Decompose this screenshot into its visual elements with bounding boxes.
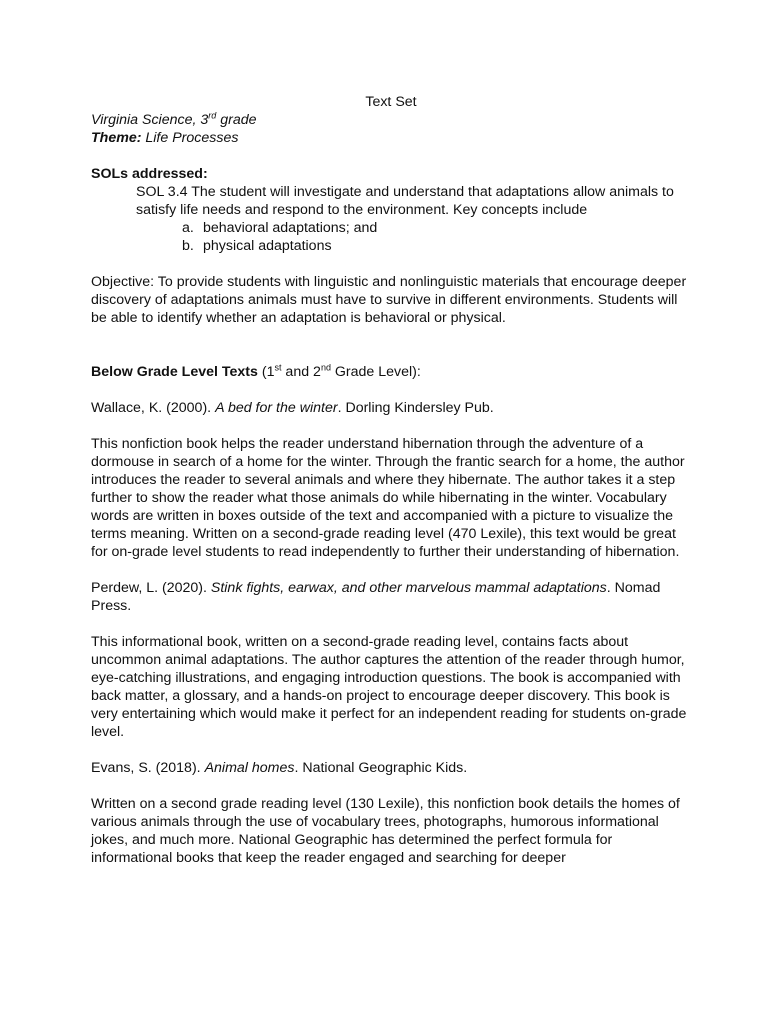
document-body xyxy=(91,93,691,867)
sols-heading: SOLs addressed: xyxy=(91,166,208,182)
theme-value: Life Processes xyxy=(141,130,239,146)
citation-evans: Evans, S. (2018). Animal homes. National Geographic Kids. xyxy=(91,760,468,776)
citation-wallace: Wallace, K. (2000). A bed for the winter. Dorling Kindersley Pub. xyxy=(91,400,494,416)
citation-perdew: Perdew, L. (2020). Stink fights, earwax, and other marvelous mammal adaptations. Nomad Press. xyxy=(91,580,661,614)
list-item: b. physical adaptations xyxy=(182,238,332,254)
theme-label: Theme: xyxy=(91,130,142,146)
document-title: Text Set xyxy=(365,94,417,110)
objective-paragraph: Objective: To provide students with linguistic and nonlinguistic materials that encourage deeper discovery of adaptations animals must have to survive in different environments. Students will be able to identify whether an adaptation is behavioral or physical. xyxy=(91,274,687,326)
list-item: a. behavioral adaptations; and xyxy=(182,220,378,236)
subject-grade-line: Virginia Science, 3rd grade xyxy=(91,110,257,128)
theme-line xyxy=(91,129,691,147)
summary-evans: Written on a second grade reading level (130 Lexile), this nonfiction book details the homes of various animals through the use of vocabulary trees, photographs, humorous informational jokes, and much more. National Geographic has determined the perfect formula for informational books that keep the reader engaged and searching for deeper xyxy=(91,796,680,866)
sol-description: SOL 3.4 The student will investigate and understand that adaptations allow animals to satisfy life needs and respond to the environment. Key concepts include xyxy=(136,184,674,218)
section-heading: Below Grade Level Texts (1st and 2nd Grade Level): xyxy=(91,362,421,380)
sol-concepts-list xyxy=(91,219,691,255)
summary-wallace: This nonfiction book helps the reader understand hibernation through the adventure of a dormouse in search of a home for the winter. Through the frantic search for a home, the author introduces the reader to several animals and where they hibernate. The author takes it a step further to show the reader what those animals do while hibernating in the winter. Vocabulary words are written in boxes outside of the text and accompanied with a picture to visualize the terms meaning. Written on a second-grade reading level (470 Lexile), this text would be great for on-grade level students to read independently to further their understanding of hibernation. xyxy=(91,436,685,560)
summary-perdew: This informational book, written on a second-grade reading level, contains facts about uncommon animal adaptations. The author captures the attention of the reader through humor, eye-catching illustrations, and engaging introduction questions. The book is accompanied with back matter, a glossary, and a hands-on project to encourage deeper discovery. This book is very entertaining which would make it perfect for an independent reading for students on-grade level. xyxy=(91,634,687,740)
